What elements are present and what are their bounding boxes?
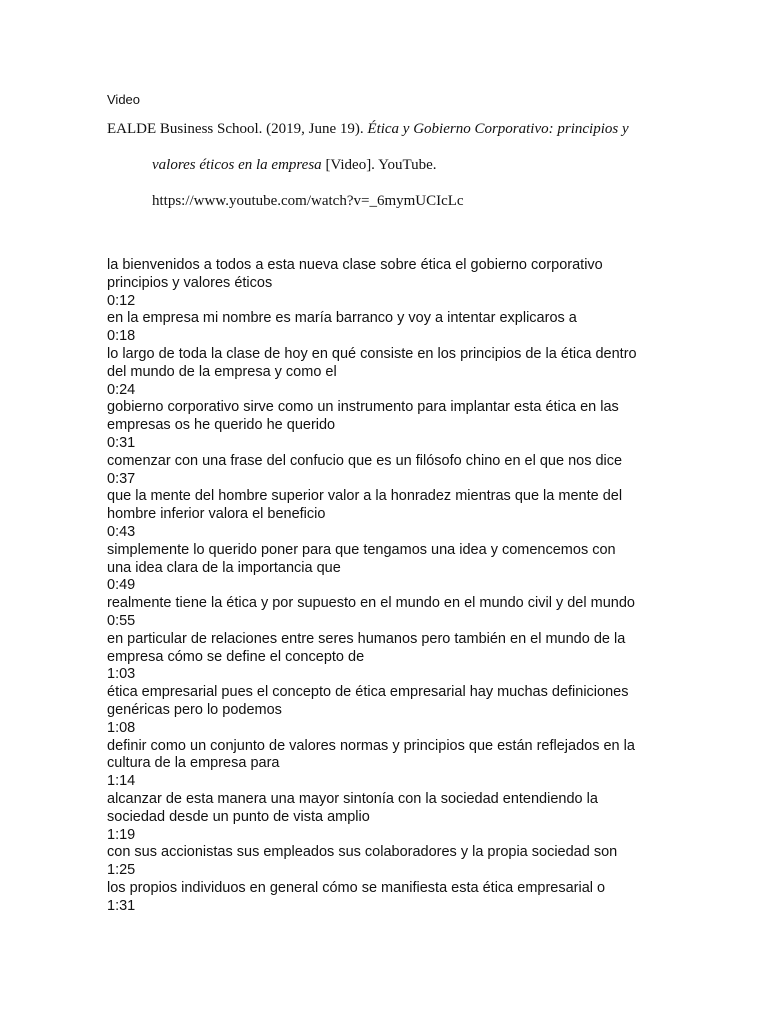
- transcript-text-line: sociedad desde un punto de vista amplio: [107, 808, 370, 825]
- transcript-text-line: principios y valores éticos: [107, 274, 273, 291]
- transcript-text-line: empresa cómo se define el concepto de: [107, 648, 365, 665]
- transcript-text-line: comenzar con una frase del confucio que es un filósofo chino en el que nos dice: [107, 452, 623, 469]
- transcript-text-line: gobierno corporativo sirve como un instrumento para implantar esta ética en las: [107, 399, 619, 416]
- reference-author-date: EALDE Business School. (2019, June 19).: [107, 121, 368, 137]
- section-label: Video: [107, 92, 141, 107]
- transcript-text-line: definir como un conjunto de valores normas y principios que están reflejados en la: [107, 737, 635, 754]
- transcript-timestamp: 0:55: [107, 612, 136, 629]
- transcript-text-line: la bienvenidos a todos a esta nueva clase sobre ética el gobierno corporativo: [107, 257, 603, 273]
- transcript-timestamp: 0:37: [107, 470, 136, 487]
- transcript-text-line: alcanzar de esta manera una mayor sintonía con la sociedad entendiendo la: [107, 790, 598, 807]
- reference-url[interactable]: https://www.youtube.com/watch?v=_6mymUCIcLc: [152, 193, 464, 209]
- transcript: [107, 257, 667, 915]
- reference-line-2: [152, 156, 437, 174]
- transcript-text-line: una idea clara de la importancia que: [107, 559, 341, 576]
- transcript-text-line: ética empresarial pues el concepto de ética empresarial hay muchas definiciones: [107, 684, 629, 701]
- transcript-timestamp: 0:49: [107, 577, 136, 594]
- transcript-text-line: en la empresa mi nombre es maría barranco y voy a intentar explicaros a: [107, 310, 577, 327]
- transcript-text-line: los propios individuos en general cómo se manifiesta esta ética empresarial o: [107, 879, 606, 896]
- transcript-timestamp: 1:31: [107, 897, 136, 914]
- transcript-timestamp: 0:43: [107, 523, 136, 540]
- transcript-timestamp: 0:24: [107, 381, 136, 398]
- transcript-text-line: realmente tiene la ética y por supuesto en el mundo en el mundo civil y del mundo: [107, 595, 635, 612]
- transcript-timestamp: 0:31: [107, 434, 136, 451]
- reference-format-source: [Video]. YouTube.: [321, 157, 437, 173]
- transcript-timestamp: 0:18: [107, 328, 136, 345]
- reference-title-part-2: valores éticos en la empresa: [152, 157, 322, 173]
- transcript-timestamp: 1:14: [107, 773, 136, 790]
- transcript-text-line: lo largo de toda la clase de hoy en qué consiste en los principios de la ética dentro: [107, 345, 637, 362]
- transcript-text-line: hombre inferior valora el beneficio: [107, 506, 326, 523]
- transcript-timestamp: 1:03: [107, 666, 136, 683]
- transcript-text-line: con sus accionistas sus empleados sus colaboradores y la propia sociedad son: [107, 844, 618, 861]
- transcript-timestamp: 1:25: [107, 862, 136, 879]
- reference-line-1: [107, 120, 629, 138]
- transcript-timestamp: 1:19: [107, 826, 136, 843]
- transcript-text-line: cultura de la empresa para: [107, 755, 280, 772]
- transcript-text-line: que la mente del hombre superior valor a la honradez mientras que la mente del: [107, 488, 623, 505]
- reference-title-part-1: Ética y Gobierno Corporativo: principios y: [367, 121, 629, 137]
- transcript-timestamp: 0:12: [107, 292, 136, 309]
- transcript-text-line: genéricas pero lo podemos: [107, 701, 282, 718]
- transcript-timestamp: 1:08: [107, 719, 136, 736]
- transcript-text-line: del mundo de la empresa y como el: [107, 363, 337, 380]
- transcript-text-line: empresas os he querido he querido: [107, 417, 336, 434]
- transcript-text-line: simplemente lo querido poner para que tengamos una idea y comencemos con: [107, 541, 616, 558]
- transcript-text-line: en particular de relaciones entre seres humanos pero también en el mundo de la: [107, 630, 626, 647]
